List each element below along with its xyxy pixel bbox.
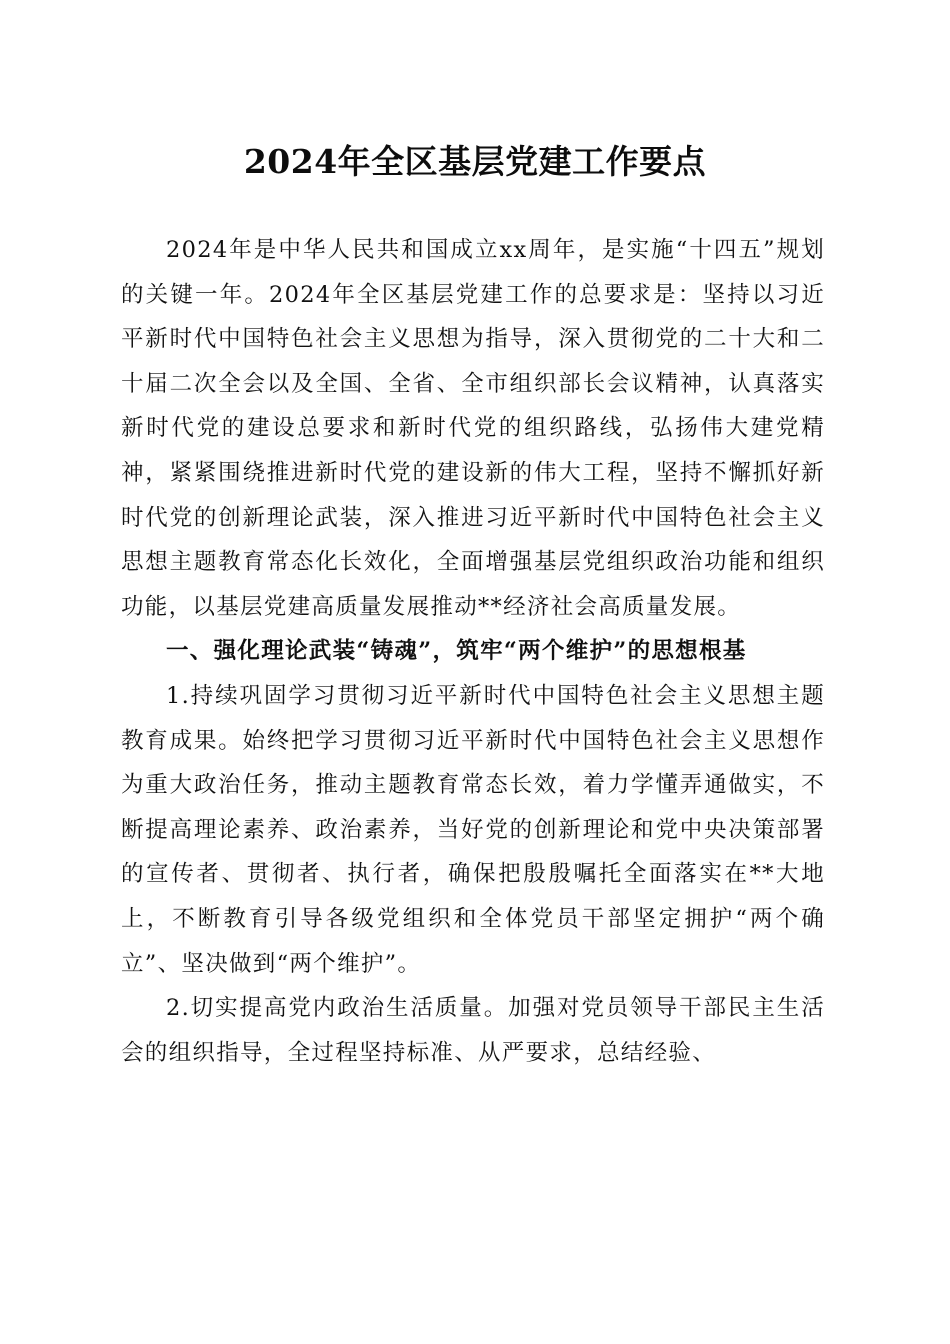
section-heading-1: 一、强化理论武装“铸魂”，筑牢“两个维护”的思想根基 [166,638,747,665]
document-title: 2024年全区基层党建工作要点 [243,142,707,181]
item-paragraph-1: 1.持续巩固学习贯彻习近平新时代中国特色社会主义思想主题教育成果。始终把学习贯彻习近平新时代中国特色社会主义思想作为重大政治任务，推动主题教育常态长效，着力学懂弄通做实，不断提高理论素养、政治素养，当好党的创新理论和党中央决策部署的宣传者、贯彻者、执行者，确保把殷殷嘱托全面落实在**大地上，不断教育引导各级党组织和全体党员干部坚定拥护“两个确立”、坚决做到“两个维护”。 [121,682,825,977]
intro-paragraph: 2024年是中华人民共和国成立xx周年，是实施“十四五”规划的关键一年。2024年全区基层党建工作的总要求是：坚持以习近平新时代中国特色社会主义思想为指导，深入贯彻党的二十大和二十届二次全会以及全国、全省、全市组织部长会议精神，认真落实新时代党的建设总要求和新时代党的组织路线，弘扬伟大建党精神，紧紧围绕推进新时代党的建设新的伟大工程，坚持不懈抓好新时代党的创新理论武装，深入推进习近平新时代中国特色社会主义思想主题教育常态化长效化，全面增强基层党组织政治功能和组织功能，以基层党建高质量发展推动**经济社会高质量发展。 [121,237,825,620]
item-paragraph-2: 2.切实提高党内政治生活质量。加强对党员领导干部民主生活会的组织指导，全过程坚持标准、从严要求，总结经验、 [121,995,825,1066]
document-body [121,228,825,1075]
